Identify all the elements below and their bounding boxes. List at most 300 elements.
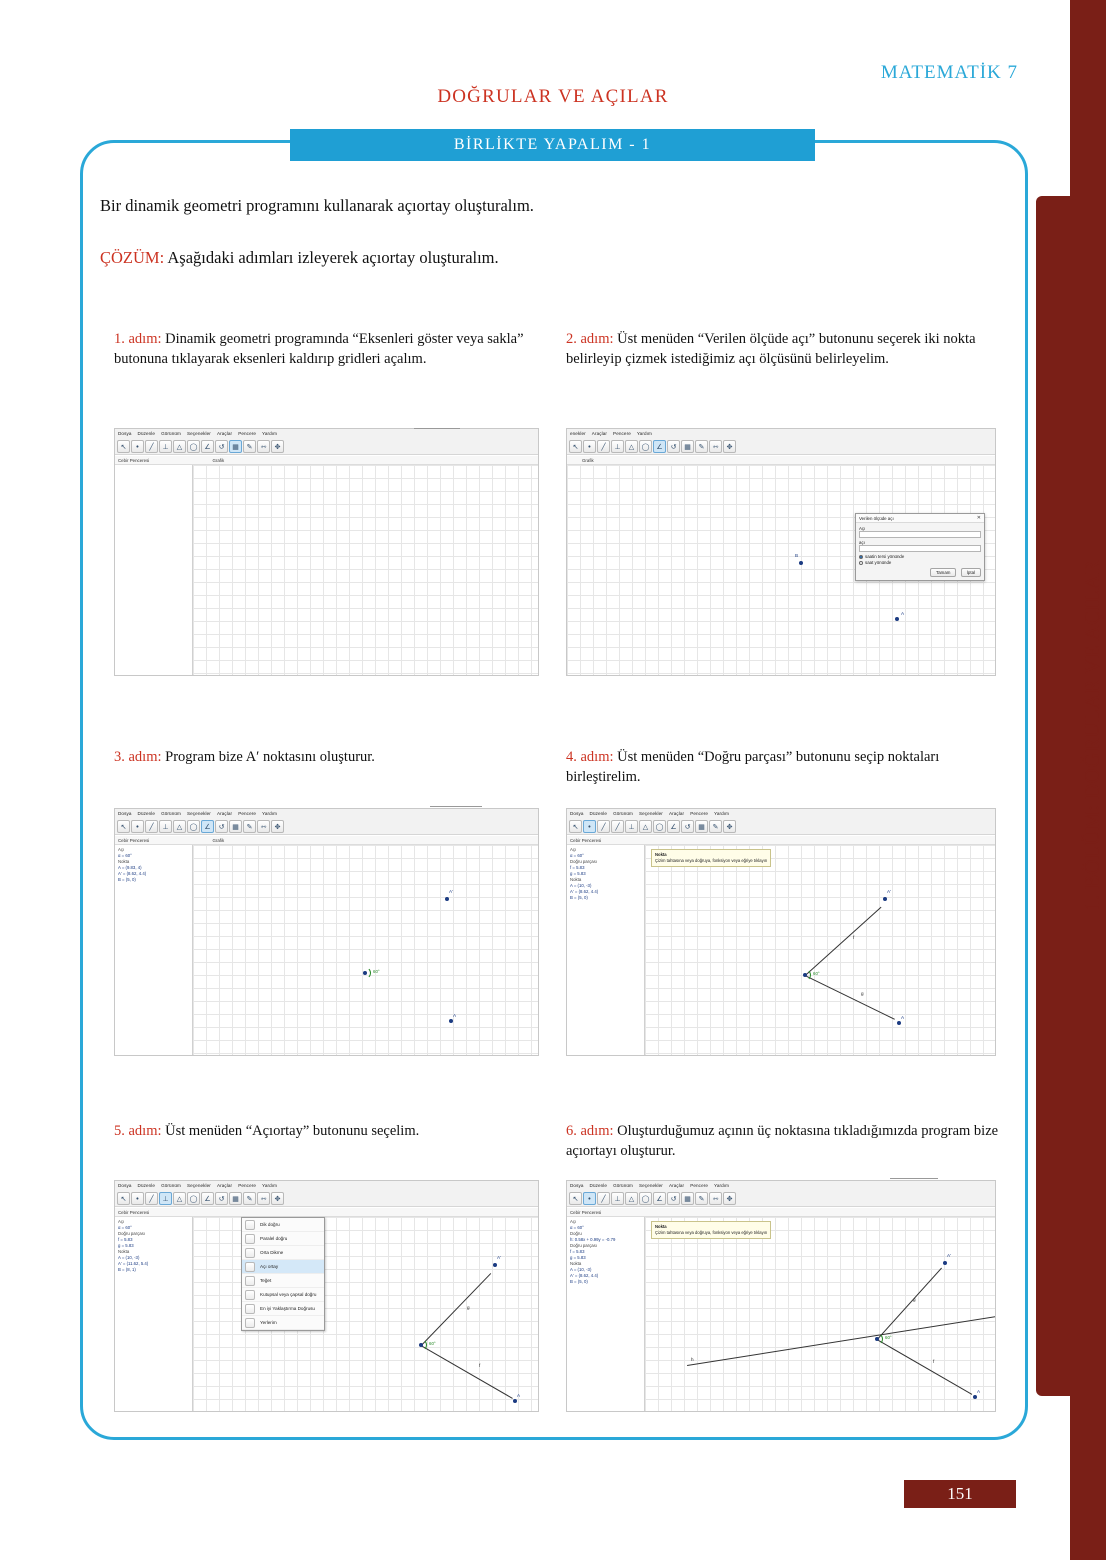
algebra-item: B = (5, 0) [570,1279,588,1284]
point-tooltip-text-6: Çizim tahtasına veya doğruya, fonksiyon veya eğriye tıklayın [655,1230,768,1235]
transform-icon[interactable]: ↺ [667,440,680,453]
construction-tools-dropdown[interactable] [241,1217,325,1331]
point-A-label: A [453,1013,457,1018]
point-tooltip-6 [651,1221,771,1239]
polygon-icon[interactable]: △ [173,440,186,453]
menu-item-label: Orta Dikme [260,1250,284,1255]
arrow-select-icon[interactable]: ↖ [117,440,130,453]
angle-dialog-radio-cw-label: saat yönünde [865,560,892,565]
line-icon[interactable]: ╱ [597,440,610,453]
solution-label: ÇÖZÜM: [100,248,165,267]
screenshot-step-4 [566,808,996,1056]
menu-item-label: Teğet [260,1278,272,1283]
menu-yardim-4[interactable]: Yardım [714,811,730,816]
app-menubar[interactable] [115,429,538,439]
menu-item-dik-dogru[interactable] [242,1218,324,1232]
step-6-text [566,1122,1006,1161]
text-icon[interactable]: ✎ [243,440,256,453]
circle-icon[interactable]: ◯ [187,440,200,453]
arrow-select-icon[interactable]: ↖ [569,820,582,833]
angle-icon[interactable]: ∠ [667,820,680,833]
panel-headers-5 [115,1208,538,1217]
angle-dialog-field1[interactable] [859,531,981,538]
point-tooltip-text: Çizim tahtasına veya doğruya, fonksiyon veya eğriye tıklayın [655,858,768,863]
line-icon[interactable]: ╱ [145,1192,158,1205]
step-1-text [114,330,524,369]
menu-item-en-iyi-yaklastirma[interactable] [242,1302,324,1316]
panel-left-title: Cebir Penceresi [118,458,150,463]
app-toolbar[interactable] [115,439,538,455]
polygon-icon[interactable]: △ [625,1192,638,1205]
polygon-icon[interactable]: △ [173,1192,186,1205]
algebra-item: g = 5.83 [570,1255,586,1260]
circle-icon[interactable]: ◯ [187,1192,200,1205]
perpendicular-icon[interactable]: ⊥ [611,1192,624,1205]
radio-off-icon[interactable] [859,561,863,565]
algebra-group-title: Nokta [570,877,582,882]
step-3-text [114,748,524,768]
activity-banner: BİRLİKTE YAPALIM - 1 [290,129,815,161]
menu-item-yerlerim[interactable] [242,1316,324,1330]
polygon-icon[interactable]: △ [173,820,186,833]
line-icon[interactable]: ╱ [597,820,610,833]
angle-dialog[interactable] [855,513,985,581]
algebra-group-title: Doğru parçası [570,1243,597,1248]
menu-yardim[interactable]: Yardım [262,431,278,436]
menu-gorunum-5[interactable]: Görünüm [161,1183,181,1188]
segment-f[interactable] [421,1273,491,1346]
point-A-prime-label: A' [497,1255,501,1260]
point-A-prime-label: A' [887,889,891,894]
segment-f-label: f [853,935,855,940]
menu-secenekler[interactable]: Seçenekler [186,431,211,436]
menu-item-orta-dikme[interactable] [242,1246,324,1260]
line-icon[interactable]: ╱ [597,1192,610,1205]
angle-dialog-body [856,523,984,580]
menu-pencere-5[interactable]: Pencere [238,1183,257,1188]
algebra-item: g = 5.83 [570,871,586,876]
polygon-icon[interactable]: △ [625,440,638,453]
menu-item-label: Dik doğru [260,1222,280,1227]
shot-3-marker [430,806,482,807]
page-number: 151 [904,1480,1016,1508]
move-graphics-icon[interactable]: ✥ [723,820,736,833]
panel-right-title: Grafik [212,458,225,463]
angle-icon[interactable]: ∠ [201,1192,214,1205]
menu-pencere-2[interactable]: Pencere [613,431,631,436]
show-axes-icon[interactable]: ▦ [229,440,242,453]
algebra-item: B = (5, 0) [570,895,588,900]
menu-pencere-3[interactable]: Pencere [238,811,257,816]
algebra-panel-4 [567,845,645,1055]
line-icon[interactable]: ╱ [145,820,158,833]
show-axes-icon[interactable]: ▦ [229,1192,242,1205]
algebra-item: g = 5.83 [118,1243,134,1248]
perpendicular-icon[interactable]: ⊥ [611,440,624,453]
step-5-number: 5. adım: [114,1123,162,1139]
graphics-view-3[interactable] [193,845,538,1055]
panel-headers [115,456,538,465]
menu-duzenle-5[interactable]: Düzenle [137,1183,156,1188]
menu-dosya-6[interactable]: Dosya [570,1183,584,1188]
angle-dialog-title [856,514,984,523]
menu-secenekler-6[interactable]: Seçenekler [638,1183,663,1188]
step-2-text [566,330,998,369]
unit-header [0,86,1106,108]
step-4-text [566,748,998,787]
step-4-number: 4. adım: [566,749,614,765]
menu-secenekler-3[interactable]: Seçenekler [186,811,211,816]
text-icon[interactable]: ✎ [243,820,256,833]
algebra-group-title: Doğru parçası [570,859,597,864]
line-h-bisector[interactable] [687,1312,996,1366]
algebra-item: f = 5.83 [570,865,585,870]
step-5-text [114,1122,544,1142]
algebra-panel-3 [115,845,193,1055]
algebra-panel-5 [115,1217,193,1411]
angle-dialog-radio-ccw[interactable] [859,554,981,559]
segment-g-label: f [933,1359,935,1364]
subject-header: MATEMATİK 7 [880,62,1018,83]
text-icon[interactable]: ✎ [709,820,722,833]
angle-dialog-radio-ccw-label: saatin tersi yönünde [865,554,905,559]
move-graphics-icon[interactable]: ✥ [271,820,284,833]
panel-left-title-6: Cebir Penceresi [570,1210,602,1215]
algebra-group-title: Açı [570,1219,577,1224]
menu-araclar-2[interactable]: Araçlar [591,431,608,436]
menu-secenekler-4[interactable]: Seçenekler [638,811,663,816]
segment-g[interactable] [805,975,895,1020]
point-A-label: A [977,1389,981,1394]
segment-f-label: g [913,1297,916,1302]
menu-item-kutupsal-dogru[interactable] [242,1288,324,1302]
point-A[interactable] [513,1399,517,1403]
angle-icon[interactable]: ∠ [201,820,214,833]
graphics-view-4[interactable] [645,845,995,1055]
step-3-body: Program bize A′ noktasını oluşturur. [161,749,375,765]
app-menubar-6[interactable] [567,1181,995,1191]
close-icon[interactable]: ✕ [976,515,981,521]
menu-duzenle-4[interactable]: Düzenle [589,811,608,816]
algebra-item: α = 60° [118,1225,132,1230]
menu-pencere-4[interactable]: Pencere [690,811,709,816]
panel-left-title-5: Cebir Penceresi [118,1210,150,1215]
slider-icon[interactable]: ⇿ [257,440,270,453]
graphics-view-2[interactable] [567,465,995,675]
algebra-item: B = (5, 0) [118,877,136,882]
solution-text: Aşağıdaki adımları izleyerek açıortay oluşturalım. [164,248,499,267]
algebra-item: A' = (8.62, 4.4) [570,889,599,894]
transform-icon[interactable]: ↺ [215,1192,228,1205]
slider-icon[interactable]: ⇿ [709,1192,722,1205]
shot-1-marker [414,428,460,429]
perpendicular-icon[interactable]: ⊥ [625,820,638,833]
segment-g[interactable] [877,1339,973,1395]
perpendicular-bisector-icon [245,1248,255,1258]
algebra-item: A' = (8.62, 4.4) [570,1273,599,1278]
step-5-body: Üst menüden “Açıortay” butonunu seçelim. [161,1123,420,1139]
menu-araclar-6[interactable]: Araçlar [668,1183,685,1188]
menu-item-paralel-dogru[interactable] [242,1232,324,1246]
arrow-select-icon[interactable]: ↖ [569,440,582,453]
menu-item-label: Kutupsal veya çapsal doğru [260,1292,317,1297]
move-graphics-icon[interactable]: ✥ [271,1192,284,1205]
transform-icon[interactable]: ↺ [667,1192,680,1205]
angle-value-label: 60° [885,1335,892,1340]
perpendicular-line-icon [245,1220,255,1230]
app-toolbar-5[interactable] [115,1191,538,1207]
point-A-label: A [517,1393,521,1398]
point-icon[interactable]: • [131,1192,144,1205]
line-h-label: h [691,1357,694,1362]
menu-gorunum-3[interactable]: Görünüm [161,811,181,816]
arrow-select-icon[interactable]: ↖ [569,1192,582,1205]
circle-icon[interactable]: ◯ [187,820,200,833]
algebra-item: α = 60° [118,853,132,858]
segment-g-label: g [861,991,864,996]
point-A-prime[interactable] [493,1263,497,1267]
polar-line-icon [245,1290,255,1300]
activity-intro: Bir dinamik geometri programını kullanarak açıortay oluşturalım. [100,196,534,215]
app-toolbar-3[interactable] [115,819,538,835]
slider-icon[interactable]: ⇿ [257,1192,270,1205]
step-2-body: Üst menüden “Verilen ölçüde açı” butonunu seçerek iki nokta belirleyip çizmek istediğimiz açı ölçüsünü belirleyelim. [566,331,976,367]
show-axes-icon[interactable]: ▦ [229,820,242,833]
point-icon[interactable]: • [131,440,144,453]
menu-gorunum-4[interactable]: Görünüm [613,811,633,816]
chapter-side-title: 1. BÖLÜM: DOĞRULAR VE AÇILAR [1080,560,1104,911]
menu-gorunum[interactable]: Görünüm [161,431,181,436]
angle-dialog-field1-label: Açı [859,526,866,531]
menu-araclar-3[interactable]: Araçlar [216,811,233,816]
algebra-item: A = (10, -3) [118,1255,140,1260]
app-menubar-5[interactable] [115,1181,538,1191]
step-2-number: 2. adım: [566,331,614,347]
menu-yardim-3[interactable]: Yardım [262,811,278,816]
algebra-item: A = (10, -3) [570,1267,592,1272]
ok-button[interactable]: Tamam [930,568,956,577]
app-menubar-4[interactable] [567,809,995,819]
menu-yardim-2[interactable]: Yardım [636,431,652,436]
point-A[interactable] [973,1395,977,1399]
menu-duzenle-3[interactable]: Düzenle [137,811,156,816]
panel-headers-3 [115,836,538,845]
algebra-group-title: Doğru [570,1231,582,1236]
point-A-label: A [901,1015,905,1020]
screenshot-step-3 [114,808,539,1056]
angle-icon[interactable]: ∠ [653,1192,666,1205]
perpendicular-icon[interactable]: ⊥ [159,440,172,453]
menu-araclar-5[interactable]: Araçlar [216,1183,233,1188]
point-A-prime[interactable] [445,897,449,901]
slider-icon[interactable]: ⇿ [257,820,270,833]
angle-dialog-radio-cw[interactable] [859,560,981,565]
menu-araclar[interactable]: Araçlar [216,431,233,436]
algebra-item: A = (10, -3) [570,883,592,888]
angle-bisector-icon [245,1262,255,1272]
point-icon[interactable]: • [583,440,596,453]
angle-dialog-title-text: Verilen ölçüde açı [859,516,894,521]
algebra-group-title: Açı [118,847,125,852]
menu-item-label: Açı ortay [260,1264,279,1269]
shot-6-marker [890,1178,938,1179]
angle-value-label: 60° [813,971,820,976]
segment-g[interactable] [421,1345,513,1399]
perpendicular-icon[interactable]: ⊥ [159,1192,172,1205]
menu-dosya-5[interactable]: Dosya [118,1183,132,1188]
circle-icon[interactable]: ◯ [653,820,666,833]
transform-icon[interactable]: ↺ [215,820,228,833]
segment-icon[interactable]: ╱ [611,820,624,833]
arrow-select-icon[interactable]: ↖ [117,820,130,833]
panel-left-title-4: Cebir Penceresi [570,838,602,843]
algebra-group-title: Nokta [118,859,130,864]
algebra-group-title: Doğru parçası [118,1231,145,1236]
graphics-view-6[interactable] [645,1217,995,1411]
algebra-item: α = 60° [570,853,584,858]
menu-yardim-5[interactable]: Yardım [262,1183,278,1188]
move-graphics-icon[interactable]: ✥ [723,1192,736,1205]
text-icon[interactable]: ✎ [243,1192,256,1205]
app-menubar-3[interactable] [115,809,538,819]
transform-icon[interactable]: ↺ [215,440,228,453]
segment-g-label: f [479,1363,481,1368]
point-icon[interactable]: • [583,820,596,833]
graphics-view-5[interactable] [193,1217,538,1411]
menu-yardim-6[interactable]: Yardım [714,1183,730,1188]
best-fit-line-icon [245,1304,255,1314]
show-axes-icon[interactable]: ▦ [681,1192,694,1205]
text-icon[interactable]: ✎ [695,1192,708,1205]
angle-with-given-size-icon[interactable]: ∠ [653,440,666,453]
cancel-button[interactable]: İptal [961,568,981,577]
angle-icon[interactable]: ∠ [201,440,214,453]
segment-f[interactable] [805,907,881,976]
point-A-prime-label: A' [449,889,453,894]
algebra-item: A' = (8.62, 4.4) [118,871,147,876]
angle-dialog-buttons [859,568,981,577]
tangent-icon [245,1276,255,1286]
algebra-group-title: Açı [118,1219,125,1224]
point-A-prime-label: A' [947,1253,951,1258]
point-A[interactable] [449,1019,453,1023]
text-icon[interactable]: ✎ [695,440,708,453]
menu-pencere-6[interactable]: Pencere [690,1183,709,1188]
slider-icon[interactable]: ⇿ [709,440,722,453]
menu-dosya-4[interactable]: Dosya [570,811,584,816]
show-axes-icon[interactable]: ▦ [681,440,694,453]
menu-araclar-4[interactable]: Araçlar [668,811,685,816]
menu-item-aci-ortay[interactable] [242,1260,324,1274]
arrow-select-icon[interactable]: ↖ [117,1192,130,1205]
menu-duzenle-6[interactable]: Düzenle [589,1183,608,1188]
menu-dosya[interactable]: Dosya [118,431,132,436]
chapter-side-tab [1036,196,1070,1396]
panel-headers-6 [567,1208,995,1217]
point-icon[interactable]: • [131,820,144,833]
menu-secenekler-5[interactable]: Seçenekler [186,1183,211,1188]
algebra-item: B = (8, 1) [118,1267,136,1272]
point-A[interactable] [897,1021,901,1025]
panel-headers-4 [567,836,995,845]
step-3-number: 3. adım: [114,749,162,765]
algebra-item: f = 5.83 [118,1237,133,1242]
algebra-item: α = 60° [570,1225,584,1230]
app-toolbar-6[interactable] [567,1191,995,1207]
line-icon[interactable]: ╱ [145,440,158,453]
menu-secenekler-partial[interactable]: enekler [570,431,586,436]
menu-item-label: Paralel doğru [260,1236,288,1241]
screenshot-step-5 [114,1180,539,1412]
transform-icon[interactable]: ↺ [681,820,694,833]
algebra-item: f = 5.83 [570,1249,585,1254]
menu-gorunum-6[interactable]: Görünüm [613,1183,633,1188]
screenshot-step-1 [114,428,539,676]
parallel-line-icon [245,1234,255,1244]
menu-item-label: Yerlerim [260,1320,277,1325]
move-graphics-icon[interactable]: ✥ [723,440,736,453]
step-1-number: 1. adım: [114,331,162,347]
app-toolbar-4[interactable] [567,819,995,835]
app-menubar-partial[interactable] [567,429,995,439]
step-6-body: Oluşturduğumuz açının üç noktasına tıkladığımızda program bize açıortayı oluşturur. [566,1123,999,1159]
menu-item-teget[interactable] [242,1274,324,1288]
menu-duzenle[interactable]: Düzenle [137,431,156,436]
point-tooltip-title: Nokta [655,852,667,857]
point-A-prime[interactable] [883,897,887,901]
point-A-prime[interactable] [943,1261,947,1265]
radio-on-icon[interactable] [859,555,863,559]
move-graphics-icon[interactable]: ✥ [271,440,284,453]
circle-icon[interactable]: ◯ [639,1192,652,1205]
angle-arc [799,969,811,981]
point-icon[interactable]: • [583,1192,596,1205]
algebra-panel-6 [567,1217,645,1411]
step-6-number: 6. adım: [566,1123,614,1139]
panel-headers-2 [567,456,995,465]
app-toolbar-2[interactable] [567,439,995,455]
algebra-group-title: Nokta [570,1261,582,1266]
polygon-icon[interactable]: △ [639,820,652,833]
step-4-body: Üst menüden “Doğru parçası” butonunu seçip noktaları birleştirelim. [566,749,940,785]
menu-pencere[interactable]: Pencere [238,431,257,436]
circle-icon[interactable]: ◯ [639,440,652,453]
menu-dosya-3[interactable]: Dosya [118,811,132,816]
point-A[interactable] [895,617,899,621]
locus-icon [245,1318,255,1328]
screenshot-step-6 [566,1180,996,1412]
graphics-view[interactable] [193,465,538,675]
point-B[interactable] [799,561,803,565]
algebra-panel [115,465,193,675]
unit-header-text: DOĞRULAR VE AÇILAR [437,86,669,107]
show-axes-icon[interactable]: ▦ [695,820,708,833]
angle-dialog-field2[interactable] [859,545,981,552]
angle-arc [415,1339,427,1351]
angle-dialog-field2-label: açı [859,540,865,545]
point-tooltip [651,849,771,867]
point-tooltip-title-6: Nokta [655,1224,667,1229]
step-1-body: Dinamik geometri programında “Eksenleri göster veya sakla” butonuna tıklayarak eksenleri kaldırıp gridleri açalım. [114,331,524,367]
panel-left-title-3: Cebir Penceresi [118,838,150,843]
perpendicular-icon[interactable]: ⊥ [159,820,172,833]
angle-value-label: 60° [429,1341,436,1346]
algebra-group-title: Açı [570,847,577,852]
menu-item-label: En iyi Yaklaştırma Doğrusu [260,1306,315,1311]
algebra-group-title: Nokta [118,1249,130,1254]
angle-arc [359,967,371,979]
algebra-item: A = (9.83, 4) [118,865,142,870]
